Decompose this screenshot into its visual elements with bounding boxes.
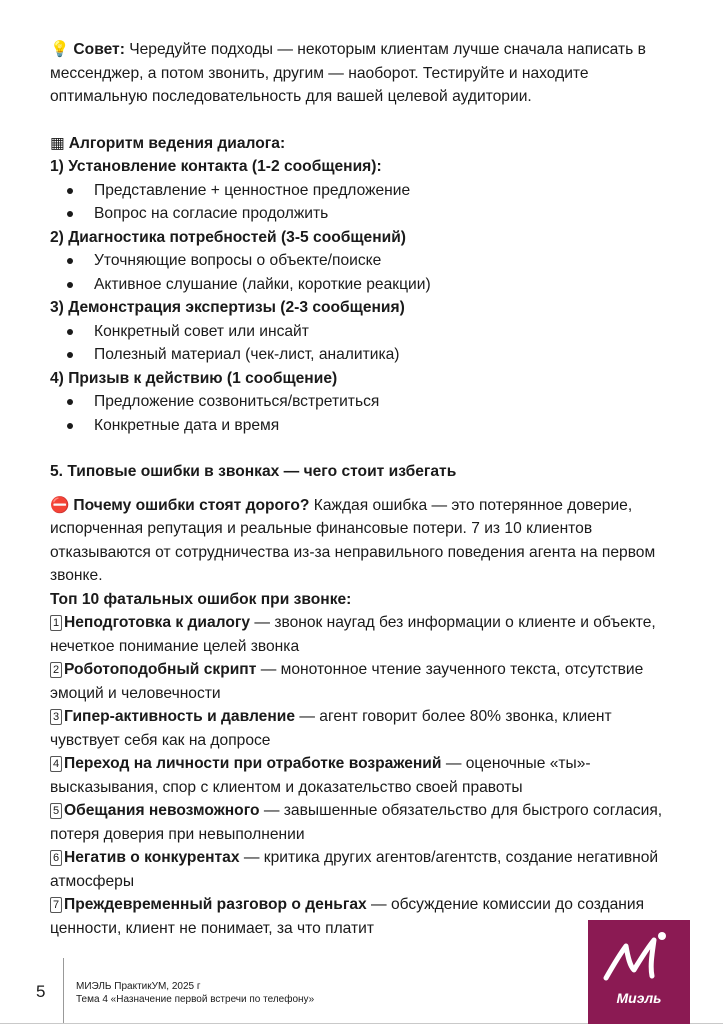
- number-badge-icon: 5: [50, 803, 62, 819]
- footer-line: Тема 4 «Назначение первой встречи по телефону»: [76, 994, 315, 1005]
- error-text: — оценочные «ты»-высказывания, спор с клиентом и доказательство своей правоты: [50, 755, 591, 796]
- why-text: Каждая ошибка — это потерянное доверие, испорченная репутация и реальные финансовые потери. 7 из 10 клиентов отказываются от сотрудничества из-за неправильного поведения агента на первом звонке.: [50, 496, 656, 584]
- list-item: Активное слушание (лайки, короткие реакции): [50, 273, 680, 297]
- abacus-icon: ▦: [50, 134, 65, 152]
- error-title: Роботоподобный скрипт: [64, 661, 257, 678]
- error-item: [50, 705, 680, 752]
- step-title: 4) Призыв к действию (1 сообщение): [50, 369, 338, 387]
- error-text: — агент говорит более 80% звонка, клиент чувствует себя как на допросе: [50, 708, 612, 749]
- algorithm-title-line: [50, 132, 680, 156]
- error-title: Неподготовка к диалогу: [64, 614, 251, 631]
- number-badge-icon: 2: [50, 662, 62, 678]
- number-badge-icon: 7: [50, 897, 62, 913]
- error-item: [50, 893, 680, 940]
- step-title: 2) Диагностика потребностей (3-5 сообщений): [50, 228, 406, 246]
- step-title: 1) Установление контакта (1-2 сообщения):: [50, 158, 382, 175]
- algorithm-title: Алгоритм ведения диалога:: [68, 134, 286, 152]
- error-item: [50, 658, 680, 705]
- logo-mark-icon: [588, 920, 690, 990]
- footer-text: [76, 980, 314, 1006]
- number-badge-icon: 4: [50, 756, 62, 772]
- logo-text: Миэль: [616, 990, 662, 1006]
- error-text: — звонок наугад без информации о клиенте и объекте, нечеткое понимание целей звонка: [50, 614, 656, 655]
- why-label: Почему ошибки стоят дорого?: [73, 496, 310, 514]
- list-item: Полезный материал (чек-лист, аналитика): [50, 343, 680, 367]
- number-badge-icon: 3: [50, 709, 62, 725]
- step-items: [50, 390, 680, 437]
- error-text: — критика других агентов/агентств, создание негативной атмосферы: [50, 849, 659, 890]
- no-entry-icon: ⛔: [50, 496, 70, 514]
- error-text: — монотонное чтение заученного текста, отсутствие эмоций и человечности: [50, 661, 644, 702]
- error-item: [50, 611, 680, 658]
- number-badge-icon: 1: [50, 615, 62, 631]
- footer-divider: [63, 958, 64, 1024]
- error-text: — обсуждение комиссии до создания ценности, клиент не понимает, за что платит: [50, 896, 645, 937]
- list-item: Предложение созвониться/встретиться: [50, 390, 680, 414]
- error-title: Преждевременный разговор о деньгах: [64, 896, 367, 913]
- step-title: 3) Демонстрация экспертизы (2-3 сообщения): [50, 299, 405, 316]
- step-items: [50, 179, 680, 226]
- top-errors-title: Топ 10 фатальных ошибок при звонке:: [50, 590, 352, 608]
- error-item: [50, 752, 680, 799]
- tip-text: Чередуйте подходы — некоторым клиентам лучше сначала написать в мессенджер, а потом звонить, другим — наоборот. Тестируйте и находите оптимальную последовательность для вашей целевой аудитории.: [50, 41, 646, 105]
- list-item: Конкретные дата и время: [50, 414, 680, 438]
- tip-label: Совет:: [73, 41, 125, 58]
- footer-line: МИЭЛЬ ПрактикУМ, 2025 г: [76, 981, 201, 992]
- number-badge-icon: 6: [50, 850, 62, 866]
- lightbulb-icon: 💡: [50, 41, 70, 58]
- section-title: 5. Типовые ошибки в звонках — чего стоит избегать: [50, 463, 457, 480]
- why-paragraph: [50, 494, 680, 588]
- step-items: [50, 249, 680, 296]
- error-item: [50, 846, 680, 893]
- list-item: Уточняющие вопросы о объекте/поиске: [50, 249, 680, 273]
- error-title: Обещания невозможного: [64, 802, 260, 819]
- tip-paragraph: [50, 38, 680, 109]
- error-title: Негатив о конкурентах: [64, 849, 240, 866]
- list-item: Представление + ценностное предложение: [50, 179, 680, 203]
- list-item: Конкретный совет или инсайт: [50, 320, 680, 344]
- error-title: Переход на личности при отработке возражений: [64, 755, 442, 772]
- list-item: Вопрос на согласие продолжить: [50, 202, 680, 226]
- error-text: — завышенные обязательство для быстрого согласия, потеря доверия при невыполнении: [50, 802, 663, 843]
- error-item: [50, 799, 680, 846]
- error-title: Гипер-активность и давление: [64, 708, 296, 725]
- page-number: 5: [36, 982, 46, 1001]
- page-content: [50, 38, 680, 940]
- brand-logo: [588, 920, 690, 1024]
- step-items: [50, 320, 680, 367]
